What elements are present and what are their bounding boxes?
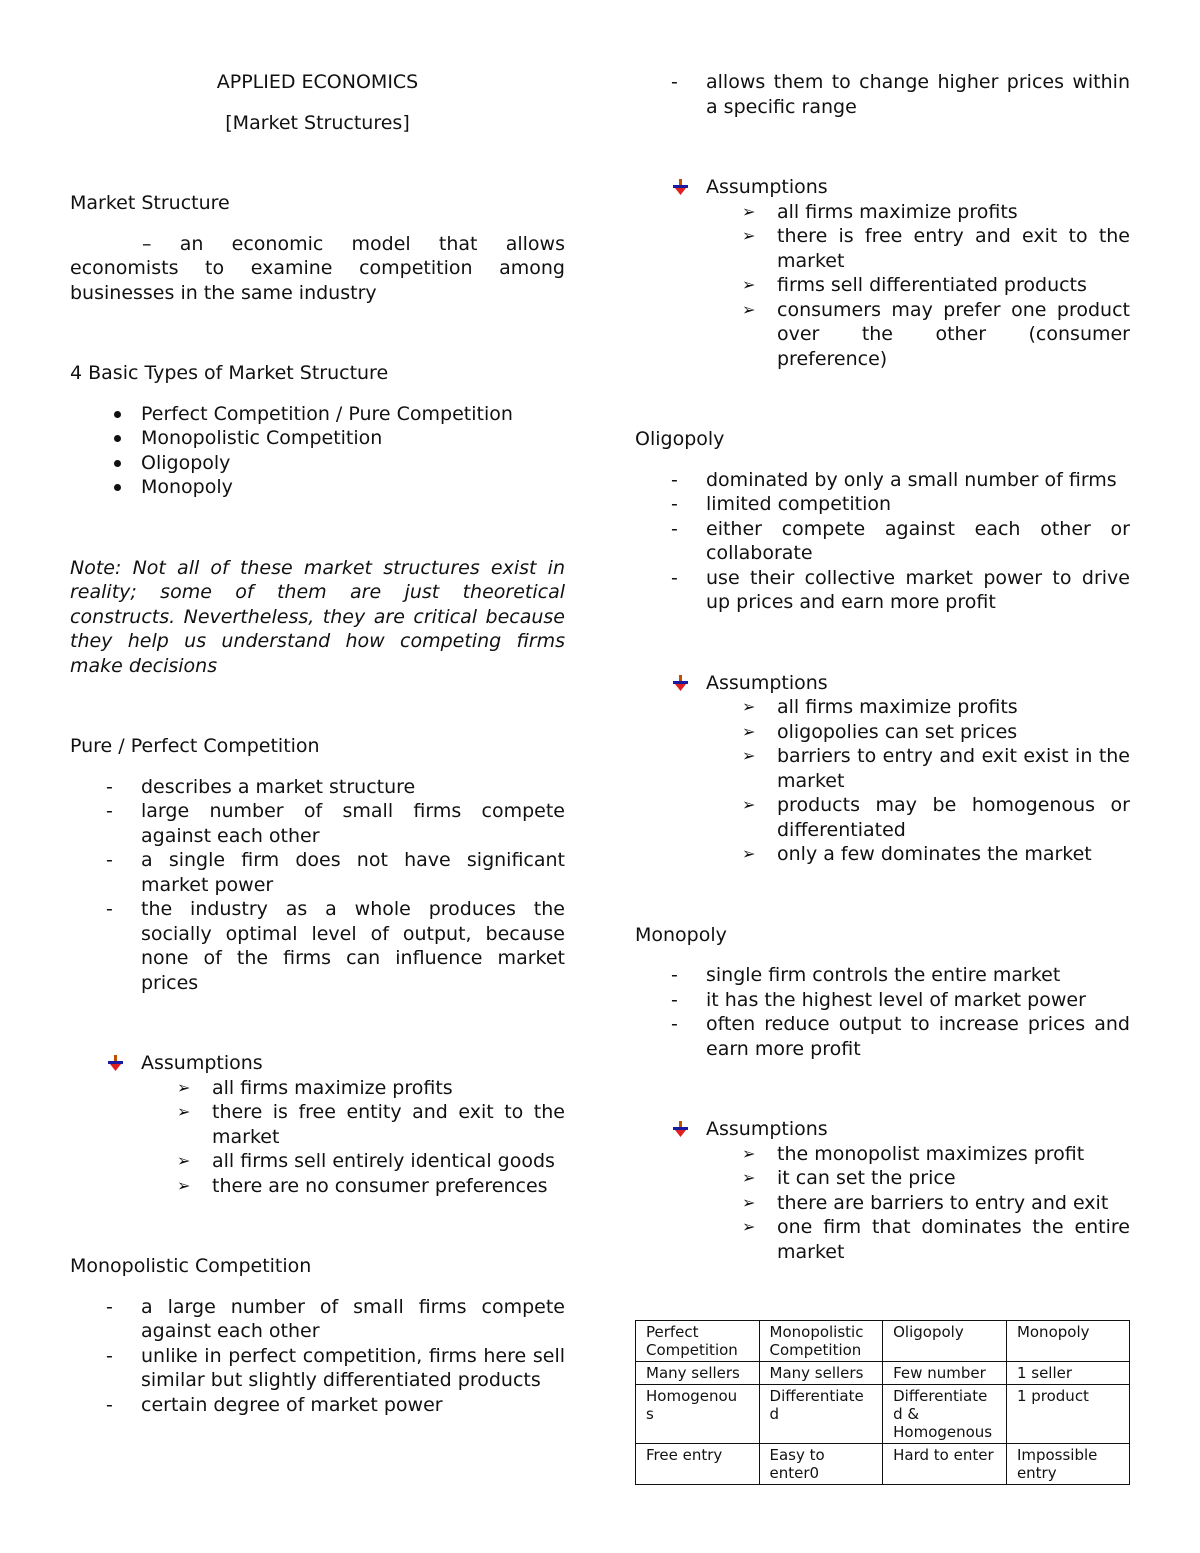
table-cell: Many sellers	[759, 1362, 883, 1385]
list-item: - it has the highest level of market power	[635, 988, 1130, 1013]
list-item: - unlike in perfect competition, firms here sell similar but slightly differentiated products	[70, 1344, 565, 1393]
oligopoly-heading: Oligopoly	[635, 428, 725, 450]
document-title: APPLIED ECONOMICS	[216, 71, 419, 93]
table-cell: Monopolistic Competition	[759, 1321, 883, 1362]
types-list	[70, 402, 565, 500]
list-item: ➢ all firms maximize profits	[706, 695, 1130, 720]
monopolistic-assumptions	[635, 175, 1130, 371]
list-item: ➢ all firms maximize profits	[706, 200, 1130, 225]
table-cell: Few number	[883, 1362, 1007, 1385]
table-row	[636, 1362, 1130, 1385]
list-item: - a single firm does not have significant market power	[70, 848, 565, 897]
market-structure-heading: Market Structure	[70, 192, 230, 214]
market-structure-definition: – an economic model that allows economists to examine competition among businesses in the same industry	[70, 232, 565, 304]
list-item: Oligopoly	[70, 451, 565, 476]
table-cell: Differentiate d & Homogenous	[883, 1385, 1007, 1444]
list-item: ➢ consumers may prefer one product over the other (consumer preference)	[706, 298, 1130, 372]
list-item: Perfect Competition / Pure Competition	[70, 402, 565, 427]
monopolistic-heading: Monopolistic Competition	[70, 1255, 312, 1277]
table-cell: Differentiate d	[759, 1385, 883, 1444]
comparison-table	[635, 1320, 1130, 1485]
assumptions-label: Assumptions	[706, 1118, 828, 1140]
list-item: - use their collective market power to drive up prices and earn more profit	[635, 566, 1130, 615]
table-cell: Monopoly	[1006, 1321, 1129, 1362]
list-item: ➢ there is free entry and exit to the market	[706, 224, 1130, 273]
types-heading: 4 Basic Types of Market Structure	[70, 362, 389, 384]
table-row	[636, 1385, 1130, 1444]
oligopoly-assumptions	[635, 671, 1130, 867]
right-column	[635, 70, 1130, 1485]
list-item: ➢ only a few dominates the market	[706, 842, 1130, 867]
list-item: ➢ all firms sell entirely identical goods	[141, 1149, 565, 1174]
assumptions-label: Assumptions	[706, 176, 828, 198]
table-cell: Homogenou s	[636, 1385, 760, 1444]
table-cell: Perfect Competition	[636, 1321, 760, 1362]
list-item: ➢ products may be homogenous or differentiated	[706, 793, 1130, 842]
list-item: - certain degree of market power	[70, 1393, 565, 1418]
table-cell: Easy to enter0	[759, 1444, 883, 1485]
left-column	[70, 70, 565, 1417]
table-cell: Hard to enter	[883, 1444, 1007, 1485]
document-subtitle: [Market Structures]	[225, 111, 410, 134]
table-cell: 1 seller	[1006, 1362, 1129, 1385]
table-cell: Oligopoly	[883, 1321, 1007, 1362]
list-item: - either compete against each other or collaborate	[635, 517, 1130, 566]
table-cell: Impossible entry	[1006, 1444, 1129, 1485]
list-item: - describes a market structure	[70, 775, 565, 800]
assumptions-label: Assumptions	[706, 671, 828, 694]
list-item: - often reduce output to increase prices and earn more profit	[635, 1012, 1130, 1061]
table-cell: Free entry	[636, 1444, 760, 1485]
note-paragraph: Note: Not all of these market structures exist in reality; some of them are just theoretical constructs. Nevertheless, they are critical because they help us understand how competing firms make decisions	[70, 556, 565, 677]
perfect-assumptions	[70, 1051, 565, 1198]
list-item: ➢ firms sell differentiated products	[706, 273, 1130, 298]
table-cell: 1 product	[1006, 1385, 1129, 1444]
table-row	[636, 1444, 1130, 1485]
list-item: ➢ there are no consumer preferences	[141, 1174, 565, 1199]
list-item: ➢ there is free entity and exit to the market	[141, 1100, 565, 1149]
table-cell: Many sellers	[636, 1362, 760, 1385]
list-item: - allows them to change higher prices within a specific range	[635, 70, 1130, 119]
list-item: ➢ it can set the price	[706, 1166, 1130, 1191]
list-item: ➢ all firms maximize profits	[141, 1076, 565, 1101]
perfect-heading: Pure / Perfect Competition	[70, 735, 320, 757]
assumption-marker-icon	[671, 175, 691, 199]
perfect-points	[70, 775, 565, 996]
list-item: ➢ barriers to entry and exit exist in the market	[706, 744, 1130, 793]
assumptions-label: Assumptions	[141, 1052, 263, 1074]
assumption-marker-icon	[671, 671, 691, 695]
list-item: - single firm controls the entire market	[635, 963, 1130, 988]
list-item: ➢ there are barriers to entry and exit	[706, 1191, 1130, 1216]
list-item: - a large number of small firms compete against each other	[70, 1295, 565, 1344]
oligopoly-points	[635, 468, 1130, 615]
list-item: - limited competition	[635, 492, 1130, 517]
assumption-marker-icon	[671, 1117, 691, 1141]
list-item: Monopoly	[70, 475, 565, 500]
monopoly-assumptions	[635, 1117, 1130, 1264]
list-item: - dominated by only a small number of firms	[635, 468, 1130, 493]
list-item: ➢ the monopolist maximizes profit	[706, 1142, 1130, 1167]
monopolistic-points-continued	[635, 70, 1130, 119]
list-item: ➢ one firm that dominates the entire market	[706, 1215, 1130, 1264]
list-item: Monopolistic Competition	[70, 426, 565, 451]
assumption-marker-icon	[106, 1051, 126, 1075]
monopolistic-points	[70, 1295, 565, 1418]
monopoly-heading: Monopoly	[635, 923, 727, 946]
list-item: - the industry as a whole produces the socially optimal level of output, because none of the firms can influence market prices	[70, 897, 565, 995]
list-item: ➢ oligopolies can set prices	[706, 720, 1130, 745]
list-item: - large number of small firms compete against each other	[70, 799, 565, 848]
monopoly-points	[635, 963, 1130, 1061]
table-row	[636, 1321, 1130, 1362]
